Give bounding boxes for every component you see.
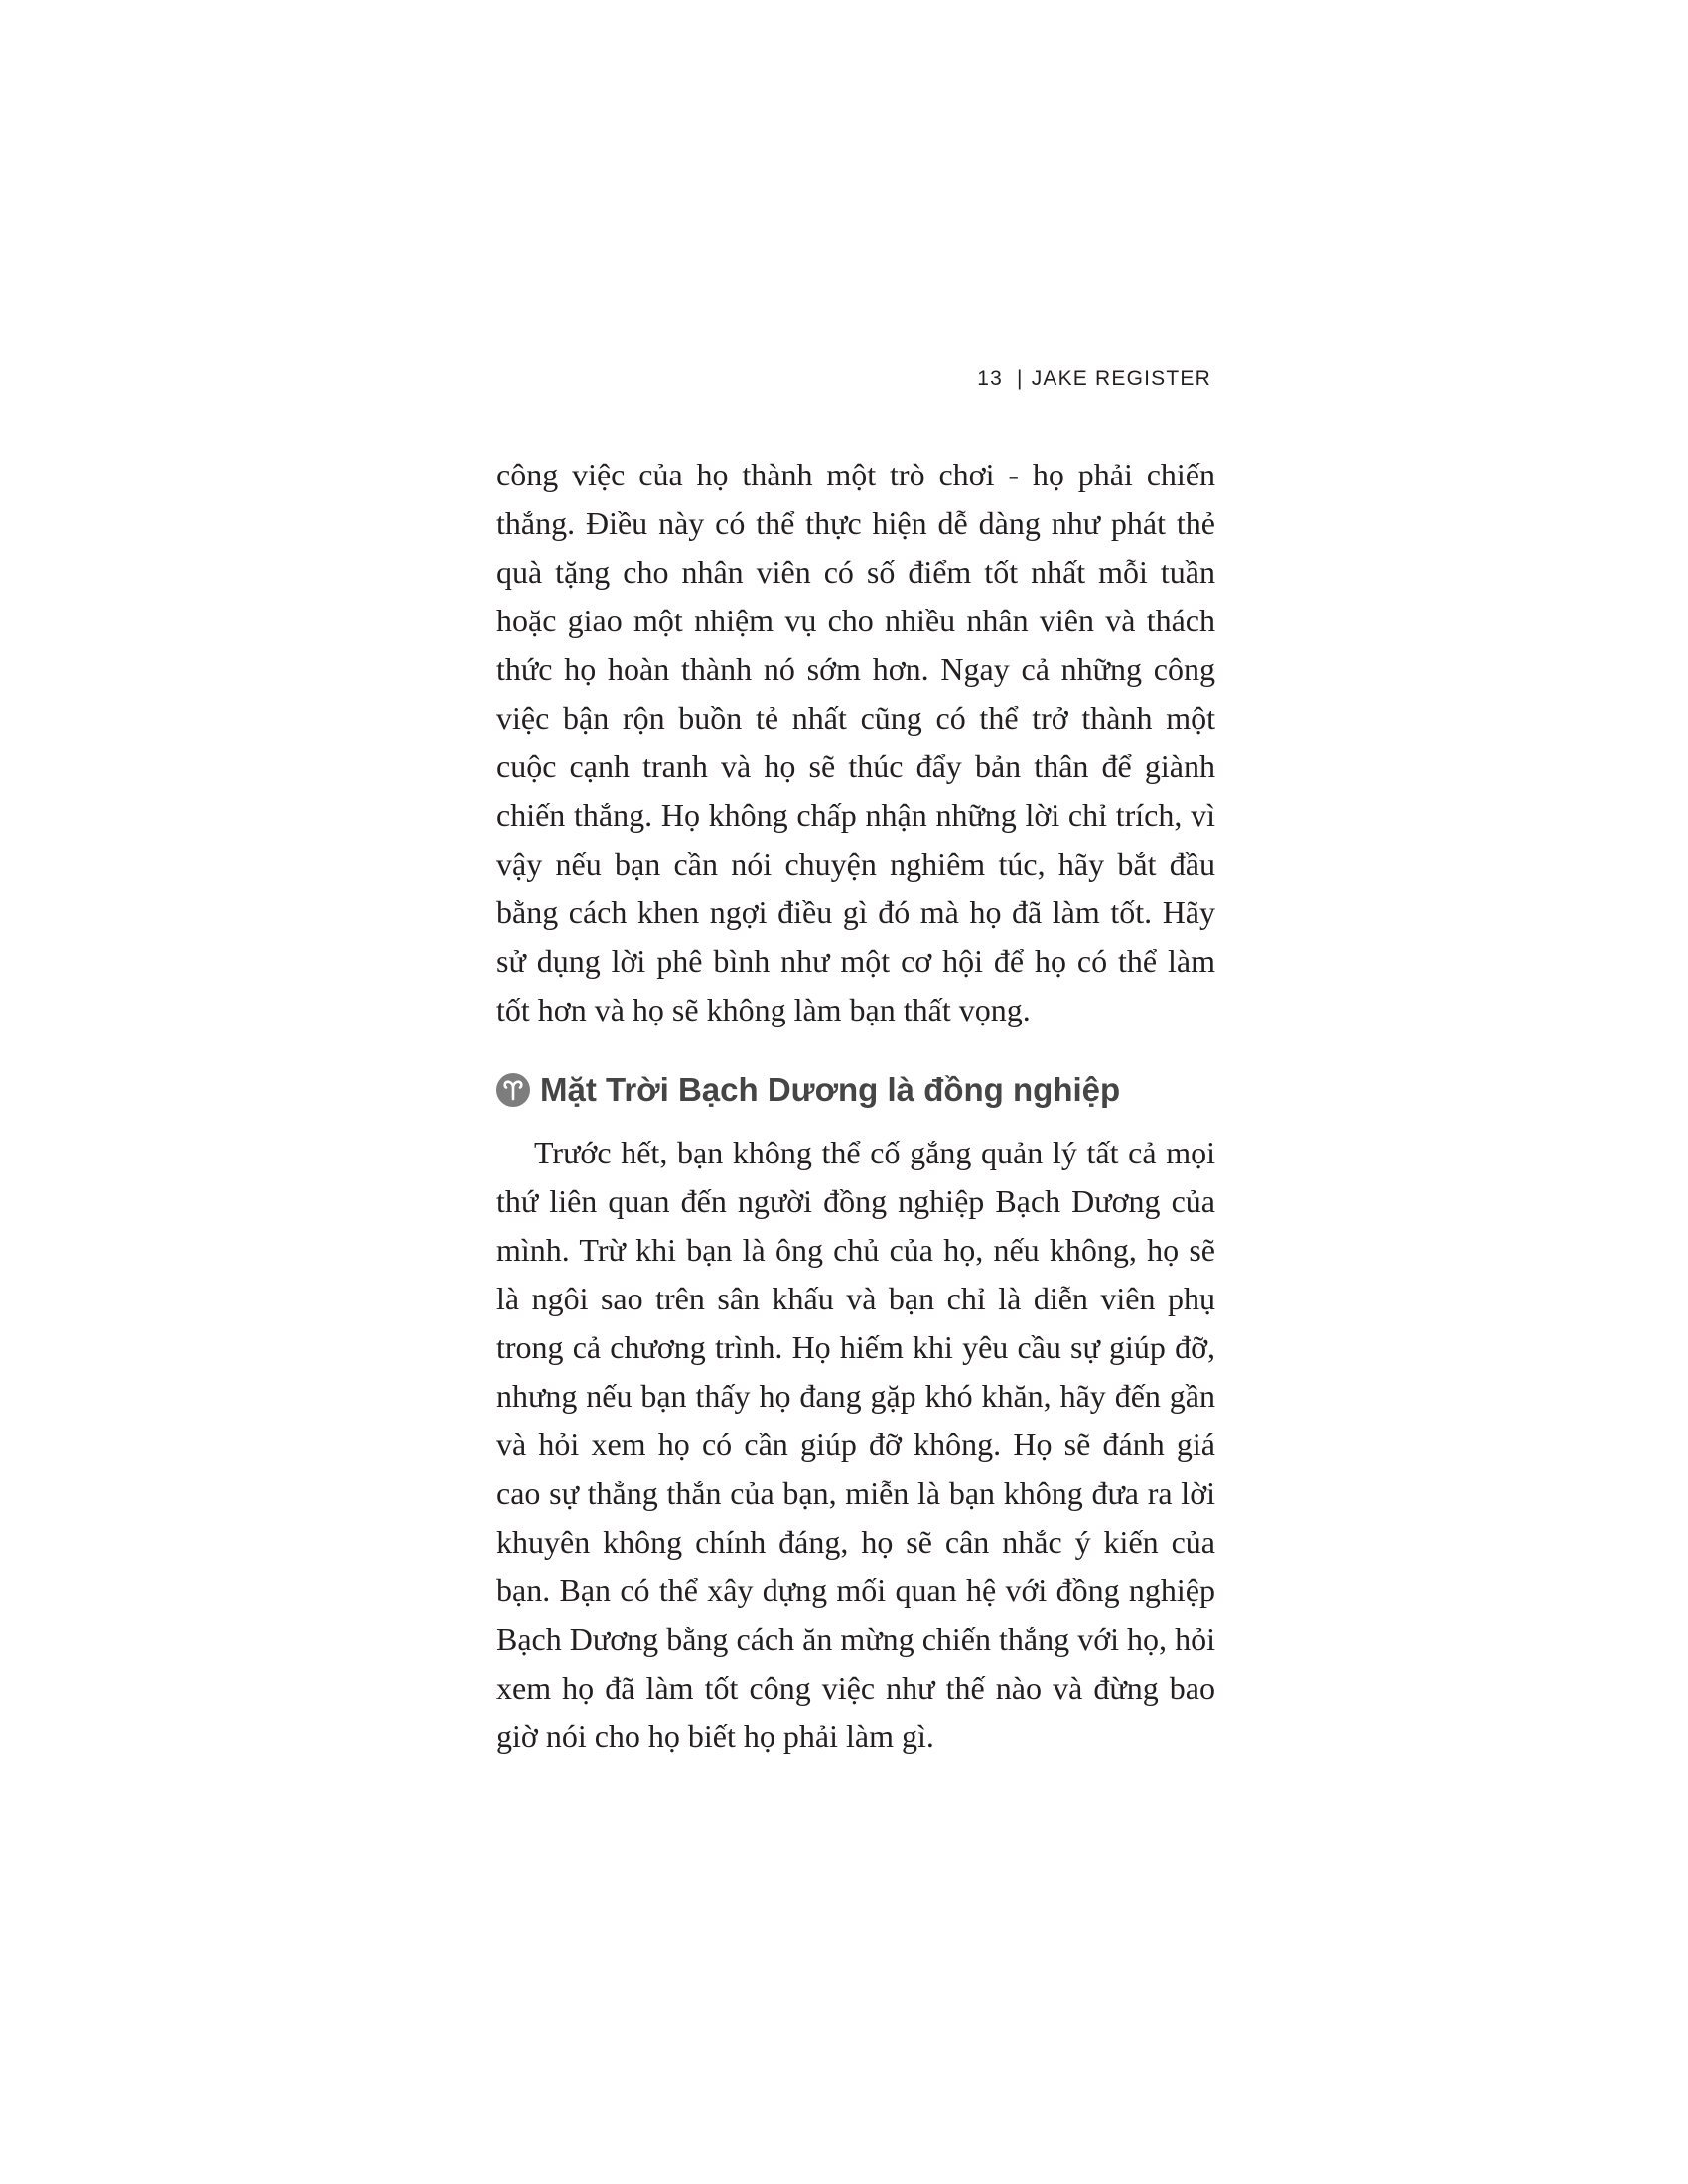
header-separator: | xyxy=(1017,367,1024,390)
body-paragraph-2: Trước hết, bạn không thể cố gắng quản lý tất cả mọi thứ liên quan đến người đồng nghiệp Bạch Dương của mình. Trừ khi bạn là ông chủ của họ, nếu không, họ sẽ là ngôi sao trên sân khấu và bạn chỉ là diễn viên phụ trong cả chương trình. Họ hiếm khi yêu cầu sự giúp đỡ, nhưng nếu bạn thấy họ đang gặp khó khăn, hãy đến gần và hỏi xem họ có cần giúp đỡ không. Họ sẽ đánh giá cao sự thẳng thắn của bạn, miễn là bạn không đưa ra lời khuyên không chính đáng, họ sẽ cân nhắc ý kiến của bạn. Bạn có thể xây dựng mối quan hệ với đồng nghiệp Bạch Dương bằng cách ăn mừng chiến thắng với họ, hỏi xem họ đã làm tốt công việc như thế nào và đừng bao giờ nói cho họ biết họ phải làm gì. xyxy=(496,1135,1215,1754)
aries-symbol-icon xyxy=(496,1073,530,1107)
section-title: Mặt Trời Bạch Dương là đồng nghiệp xyxy=(540,1071,1121,1108)
running-header xyxy=(496,367,1211,391)
body-paragraph-1: công việc của họ thành một trò chơi - họ phải chiến thắng. Điều này có thể thực hiện dễ dàng như phát thẻ quà tặng cho nhân viên có số điểm tốt nhất mỗi tuần hoặc giao một nhiệm vụ cho nhiều nhân viên và thách thức họ hoàn thành nó sớm hơn. Ngay cả những công việc bận rộn buồn tẻ nhất cũng có thể trở thành một cuộc cạnh tranh và họ sẽ thúc đẩy bản thân để giành chiến thắng. Họ không chấp nhận những lời chỉ trích, vì vậy nếu bạn cần nói chuyện nghiêm túc, hãy bắt đầu bằng cách khen ngợi điều gì đó mà họ đã làm tốt. Hãy sử dụng lời phê bình như một cơ hội để họ có thể làm tốt hơn và họ sẽ không làm bạn thất vọng. xyxy=(496,457,1215,1027)
page-number: 13 xyxy=(977,367,1004,390)
author-name: JAKE REGISTER xyxy=(1031,367,1211,390)
section-heading xyxy=(496,1065,1120,1115)
